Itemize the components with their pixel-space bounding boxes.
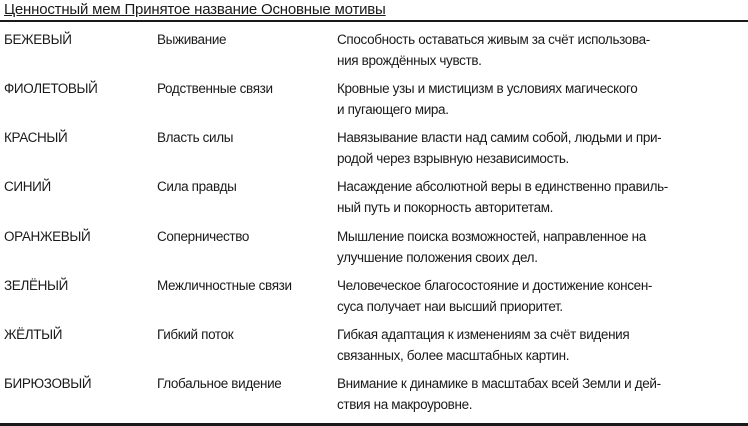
meme-cell: КРАСНЫЙ [4,130,68,145]
meme-cell: СИНИЙ [4,179,51,194]
motive-line: ния врождённых чувств. [337,53,482,68]
name-cell: Власть силы [157,130,234,145]
motive-line: улучшение положения своих дел. [337,250,538,265]
table-row [0,176,748,222]
motive-line: Насаждение абсолютной веры в единственно правиль- [337,179,668,194]
name-cell: Глобальное видение [157,376,282,391]
name-cell: Выживание [157,32,227,47]
motive-line: и пугающего мира. [337,102,449,117]
motive-cell [337,275,737,317]
motive-line: Внимание к динамике в масштабах всей Земли и дей- [337,376,661,391]
table-row [0,78,748,124]
table-row [0,127,748,173]
motive-cell [337,78,737,120]
motive-line: ный путь и покорность авторитетам. [337,200,554,215]
meme-cell: ЖЁЛТЫЙ [4,327,63,342]
motive-line: родой через взрывную независимость. [337,151,569,166]
meme-cell: ФИОЛЕТОВЫЙ [4,81,98,96]
table-row [0,373,748,419]
motive-cell [337,176,737,218]
table-row [0,324,748,370]
motive-line: Навязывание власти над самим собой, людьми и при- [337,130,662,145]
name-cell: Родственные связи [157,81,273,96]
motive-cell [337,324,737,366]
meme-cell: БЕЖЕВЫЙ [4,32,72,47]
table-row [0,226,748,272]
name-cell: Соперничество [157,229,250,244]
meme-cell: ЗЕЛЁНЫЙ [4,278,68,293]
motive-cell [337,373,737,415]
header-divider [0,20,748,22]
name-cell: Межличностные связи [157,278,292,293]
motive-cell [337,127,737,169]
motive-line: ствия на макроуровне. [337,397,473,412]
table-row [0,29,748,75]
motive-cell [337,29,737,71]
name-cell: Гибкий поток [157,327,234,342]
table-row [0,275,748,321]
motive-line: Человеческое благосостояние и достижение консен- [337,278,653,293]
motive-line: Гибкая адаптация к изменениям за счёт видения [337,327,630,342]
motive-line: Способность оставаться живым за счёт использова- [337,32,650,47]
meme-cell: ОРАНЖЕВЫЙ [4,229,91,244]
meme-cell: БИРЮЗОВЫЙ [4,376,92,391]
motive-line: связанных, более масштабных картин. [337,348,570,363]
motive-line: суса получает наи высший приоритет. [337,299,563,314]
motive-line: Мышление поиска возможностей, направленное на [337,229,646,244]
motive-line: Кровные узы и мистицизм в условиях магического [337,81,638,96]
table-header: Ценностный мем Принятое название Основные мотивы [4,1,386,18]
name-cell: Сила правды [157,179,237,194]
motive-cell [337,226,737,268]
